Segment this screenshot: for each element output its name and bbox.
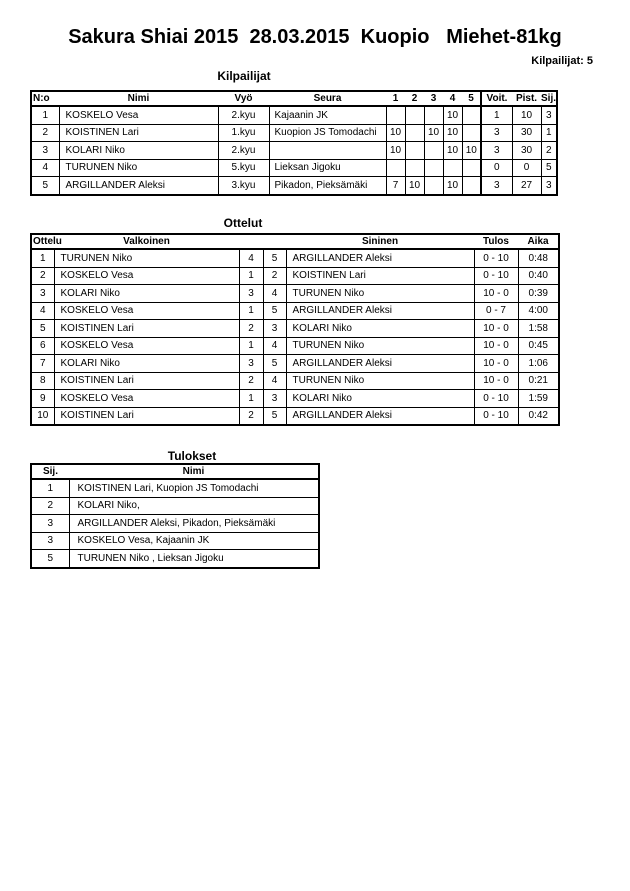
result-name: TURUNEN Niko , Lieksan Jigoku — [69, 550, 319, 568]
pool-cell-5 — [462, 177, 481, 195]
white-competitor: KOISTINEN Lari — [54, 372, 239, 390]
pool-cell-2 — [405, 142, 424, 160]
competitor-belt: 3.kyu — [218, 177, 269, 195]
blue-number: 5 — [263, 355, 286, 373]
blue-competitor: KOISTINEN Lari — [286, 267, 474, 285]
competitor-name: ARGILLANDER Aleksi — [59, 177, 218, 195]
competitor-row — [31, 106, 557, 124]
match-number: 8 — [31, 372, 54, 390]
blue-competitor: KOLARI Niko — [286, 390, 474, 408]
pool-cell-3 — [424, 142, 443, 160]
col-header-pist: Pist. — [512, 91, 541, 106]
competitor-row — [31, 124, 557, 142]
white-competitor: KOLARI Niko — [54, 355, 239, 373]
match-time: 4:00 — [518, 302, 559, 320]
blue-number: 5 — [263, 302, 286, 320]
match-score: 10 - 0 — [474, 320, 518, 338]
match-score: 10 - 0 — [474, 285, 518, 303]
result-place: 3 — [31, 515, 69, 533]
competitor-club: Pikadon, Pieksämäki — [269, 177, 386, 195]
blue-competitor: TURUNEN Niko — [286, 337, 474, 355]
match-number: 4 — [31, 302, 54, 320]
competitor-place: 3 — [541, 106, 557, 124]
match-time: 0:45 — [518, 337, 559, 355]
blue-number: 3 — [263, 320, 286, 338]
blue-competitor: TURUNEN Niko — [286, 285, 474, 303]
match-score: 10 - 0 — [474, 372, 518, 390]
competitor-row — [31, 159, 557, 177]
competitor-club: Kuopion JS Tomodachi — [269, 124, 386, 142]
competitor-belt: 1.kyu — [218, 124, 269, 142]
blue-number: 4 — [263, 372, 286, 390]
white-number: 2 — [239, 372, 263, 390]
white-competitor: KOISTINEN Lari — [54, 407, 239, 425]
match-score: 0 - 10 — [474, 249, 518, 267]
match-number: 6 — [31, 337, 54, 355]
result-name: KOISTINEN Lari, Kuopion JS Tomodachi — [69, 479, 319, 497]
blue-competitor: KOLARI Niko — [286, 320, 474, 338]
white-number: 4 — [239, 249, 263, 267]
competitor-row — [31, 142, 557, 160]
col-header-seura: Seura — [269, 91, 386, 106]
competitor-place: 2 — [541, 142, 557, 160]
match-row — [31, 337, 559, 355]
white-number: 1 — [239, 267, 263, 285]
white-number: 2 — [239, 407, 263, 425]
competitor-name: TURUNEN Niko — [59, 159, 218, 177]
competitor-name: KOISTINEN Lari — [59, 124, 218, 142]
competitors-header-row — [31, 91, 557, 106]
result-name: KOSKELO Vesa, Kajaanin JK — [69, 532, 319, 550]
competitors-count-label: Kilpailijat: 5 — [531, 55, 593, 67]
result-row — [31, 497, 319, 515]
result-place: 5 — [31, 550, 69, 568]
match-score: 0 - 10 — [474, 407, 518, 425]
white-competitor: KOLARI Niko — [54, 285, 239, 303]
match-score: 10 - 0 — [474, 337, 518, 355]
white-number: 3 — [239, 285, 263, 303]
competitor-club: Kajaanin JK — [269, 106, 386, 124]
col-header-tulos: Tulos — [474, 234, 518, 249]
col-header-sininen: Sininen — [286, 234, 474, 249]
match-time: 0:39 — [518, 285, 559, 303]
matches-header-row — [31, 234, 559, 249]
pool-cell-4: 10 — [443, 177, 462, 195]
pool-cell-4 — [443, 159, 462, 177]
result-place: 2 — [31, 497, 69, 515]
result-row — [31, 479, 319, 497]
competitor-points: 10 — [512, 106, 541, 124]
col-header-blue-no — [263, 234, 286, 249]
col-header-vyo: Vyö — [218, 91, 269, 106]
match-row — [31, 267, 559, 285]
blue-competitor: ARGILLANDER Aleksi — [286, 407, 474, 425]
pool-cell-2 — [405, 159, 424, 177]
white-competitor: KOSKELO Vesa — [54, 267, 239, 285]
blue-number: 5 — [263, 249, 286, 267]
pool-cell-2: 10 — [405, 177, 424, 195]
match-row — [31, 285, 559, 303]
pool-cell-4: 10 — [443, 124, 462, 142]
competitor-name: KOLARI Niko — [59, 142, 218, 160]
col-header-voit: Voit. — [481, 91, 512, 106]
col-header-aika: Aika — [518, 234, 559, 249]
section-title-kilpailijat: Kilpailijat — [217, 69, 271, 83]
blue-competitor: ARGILLANDER Aleksi — [286, 302, 474, 320]
pool-cell-5 — [462, 124, 481, 142]
result-place: 3 — [31, 532, 69, 550]
competitor-wins: 3 — [481, 124, 512, 142]
pool-cell-3 — [424, 177, 443, 195]
pool-cell-1: 7 — [386, 177, 405, 195]
competitors-table — [30, 90, 558, 196]
match-row — [31, 372, 559, 390]
white-number: 3 — [239, 355, 263, 373]
col-header-ottelu: Ottelu — [33, 236, 62, 247]
pool-cell-5: 10 — [462, 142, 481, 160]
competitor-club — [269, 142, 386, 160]
pool-cell-3 — [424, 106, 443, 124]
match-time: 0:21 — [518, 372, 559, 390]
competitor-number: 5 — [31, 177, 59, 195]
pool-cell-1 — [386, 106, 405, 124]
blue-competitor: ARGILLANDER Aleksi — [286, 249, 474, 267]
blue-number: 4 — [263, 285, 286, 303]
white-number: 1 — [239, 390, 263, 408]
competitor-points: 30 — [512, 124, 541, 142]
pool-cell-4: 10 — [443, 142, 462, 160]
pool-cell-5 — [462, 159, 481, 177]
match-score: 0 - 7 — [474, 302, 518, 320]
competitor-name: KOSKELO Vesa — [59, 106, 218, 124]
blue-number: 4 — [263, 337, 286, 355]
competitor-wins: 0 — [481, 159, 512, 177]
competitor-belt: 5.kyu — [218, 159, 269, 177]
pool-cell-1 — [386, 159, 405, 177]
white-number: 2 — [239, 320, 263, 338]
result-name: ARGILLANDER Aleksi, Pikadon, Pieksämäki — [69, 515, 319, 533]
result-name: KOLARI Niko, — [69, 497, 319, 515]
match-number: 3 — [31, 285, 54, 303]
col-header-white-no — [239, 234, 263, 249]
competitor-number: 2 — [31, 124, 59, 142]
pool-cell-3 — [424, 159, 443, 177]
white-competitor: KOISTINEN Lari — [54, 320, 239, 338]
blue-number: 5 — [263, 407, 286, 425]
match-time: 1:58 — [518, 320, 559, 338]
competitor-wins: 3 — [481, 177, 512, 195]
white-competitor: KOSKELO Vesa — [54, 337, 239, 355]
match-number: 9 — [31, 390, 54, 408]
col-header-1: 1 — [386, 91, 405, 106]
competitor-points: 30 — [512, 142, 541, 160]
match-row — [31, 407, 559, 425]
competitor-place: 3 — [541, 177, 557, 195]
competitor-number: 1 — [31, 106, 59, 124]
competitor-belt: 2.kyu — [218, 142, 269, 160]
pool-cell-1: 10 — [386, 142, 405, 160]
match-number: 5 — [31, 320, 54, 338]
match-row — [31, 390, 559, 408]
white-competitor: TURUNEN Niko — [54, 249, 239, 267]
blue-number: 3 — [263, 390, 286, 408]
results-header-row — [31, 464, 319, 479]
match-row — [31, 302, 559, 320]
competitor-belt: 2.kyu — [218, 106, 269, 124]
competitor-points: 0 — [512, 159, 541, 177]
pool-cell-4: 10 — [443, 106, 462, 124]
result-place: 1 — [31, 479, 69, 497]
match-number: 2 — [31, 267, 54, 285]
competitor-points: 27 — [512, 177, 541, 195]
competitor-place: 5 — [541, 159, 557, 177]
section-title-tulokset: Tulokset — [167, 449, 217, 463]
blue-number: 2 — [263, 267, 286, 285]
match-time: 0:40 — [518, 267, 559, 285]
col-header-5: 5 — [462, 91, 481, 106]
competitor-row — [31, 177, 557, 195]
result-row — [31, 532, 319, 550]
result-row — [31, 515, 319, 533]
pool-cell-2 — [405, 106, 424, 124]
blue-competitor: ARGILLANDER Aleksi — [286, 355, 474, 373]
match-number: 1 — [31, 249, 54, 267]
col-header-nimi: Nimi — [59, 91, 218, 106]
col-header-sij: Sij. — [541, 93, 557, 104]
white-number: 1 — [239, 337, 263, 355]
competitor-number: 4 — [31, 159, 59, 177]
match-score: 0 - 10 — [474, 267, 518, 285]
blue-competitor: TURUNEN Niko — [286, 372, 474, 390]
match-time: 0:48 — [518, 249, 559, 267]
col-header-3: 3 — [424, 91, 443, 106]
pool-cell-1: 10 — [386, 124, 405, 142]
match-time: 0:42 — [518, 407, 559, 425]
col-header-valkoinen: Valkoinen — [54, 234, 239, 249]
col-header-sij: Sij. — [31, 464, 69, 479]
pool-cell-3: 10 — [424, 124, 443, 142]
page-title: Sakura Shiai 2015 28.03.2015 Kuopio Miehet-81kg — [68, 26, 562, 48]
col-header-4: 4 — [443, 91, 462, 106]
competitor-wins: 1 — [481, 106, 512, 124]
match-number: 10 — [31, 407, 54, 425]
match-row — [31, 320, 559, 338]
white-competitor: KOSKELO Vesa — [54, 302, 239, 320]
match-number: 7 — [31, 355, 54, 373]
pool-cell-5 — [462, 106, 481, 124]
competitor-place: 1 — [541, 124, 557, 142]
white-competitor: KOSKELO Vesa — [54, 390, 239, 408]
match-score: 0 - 10 — [474, 390, 518, 408]
competitor-wins: 3 — [481, 142, 512, 160]
competitor-number: 3 — [31, 142, 59, 160]
pool-cell-2 — [405, 124, 424, 142]
match-score: 10 - 0 — [474, 355, 518, 373]
section-title-ottelut: Ottelut — [223, 216, 263, 230]
match-row — [31, 249, 559, 267]
col-header-nimi: Nimi — [69, 464, 319, 479]
competitor-club: Lieksan Jigoku — [269, 159, 386, 177]
white-number: 1 — [239, 302, 263, 320]
col-header-2: 2 — [405, 91, 424, 106]
match-row — [31, 355, 559, 373]
match-time: 1:06 — [518, 355, 559, 373]
col-header-no: N:o — [31, 91, 59, 106]
matches-table — [30, 233, 560, 426]
result-row — [31, 550, 319, 568]
results-table — [30, 463, 320, 569]
match-time: 1:59 — [518, 390, 559, 408]
